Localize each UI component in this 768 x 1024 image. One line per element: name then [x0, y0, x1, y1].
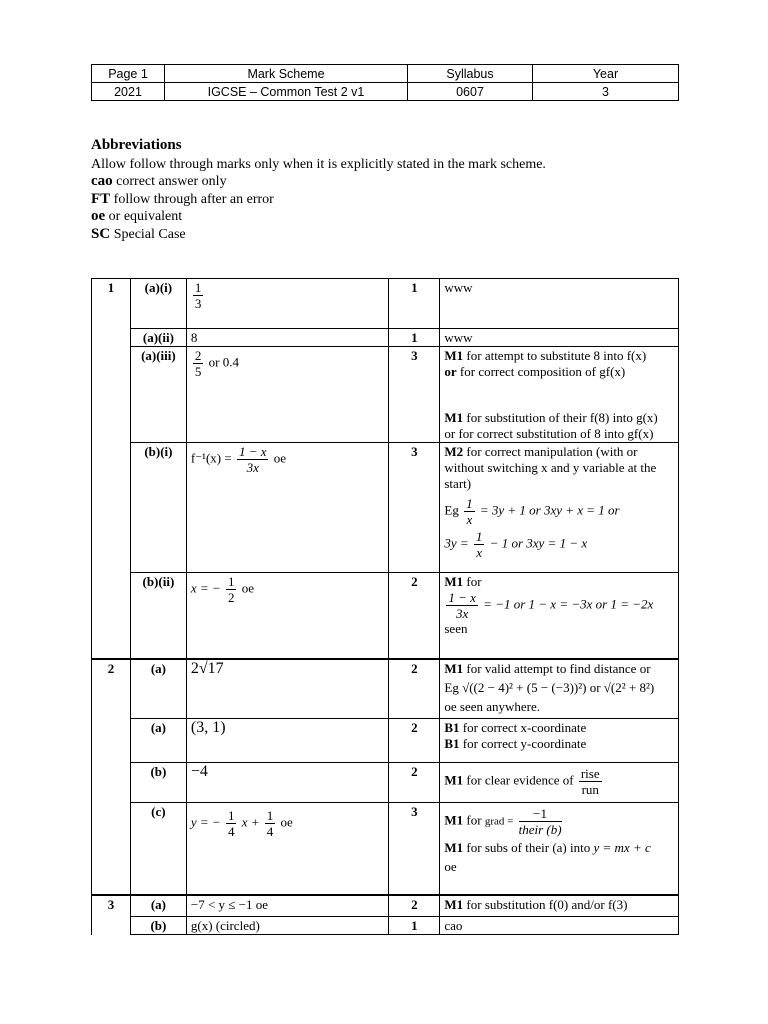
mark-code: M1 — [444, 348, 464, 363]
header-level: 3 — [533, 83, 679, 101]
marks-cell: 3 — [389, 443, 440, 573]
question-number: 2 — [92, 659, 131, 719]
answer-cell: g(x) (circled) — [186, 917, 389, 935]
part-label: (a)(ii) — [130, 329, 186, 347]
abbreviation-item — [91, 191, 691, 209]
marks-cell: 1 — [389, 279, 440, 329]
answer-cell — [186, 443, 389, 573]
guidance-text: for correct composition of gf(x) — [459, 364, 626, 379]
guidance-cell — [440, 803, 679, 895]
answer-cell — [186, 573, 389, 659]
example-line — [444, 590, 674, 621]
guidance-line — [444, 410, 674, 426]
equation-middle: x + — [241, 814, 260, 830]
answer-tail: or 0.4 — [208, 354, 239, 370]
abbreviation-item — [91, 173, 691, 191]
fraction-denominator: 3 — [194, 296, 202, 311]
guidance-cell: cao — [440, 917, 679, 935]
fraction-numerator: rise — [580, 766, 600, 781]
fraction-denominator: x — [476, 545, 483, 560]
guidance-text: for — [466, 812, 482, 828]
part-label: (b)(i) — [130, 443, 186, 573]
fraction-numerator: −1 — [519, 806, 562, 822]
marks-cell: 2 — [389, 719, 440, 763]
mark-code: M1 — [444, 410, 464, 425]
header-year-value: 2021 — [92, 83, 165, 101]
fraction-numerator: 1 — [466, 496, 473, 511]
header-syllabus-code: 0607 — [408, 83, 533, 101]
answer-cell — [186, 803, 389, 895]
guidance-text: for — [466, 574, 482, 589]
fraction-denominator: 3x — [246, 460, 259, 475]
fraction-denominator: 3x — [456, 606, 469, 621]
abbreviations-section — [91, 137, 691, 243]
fraction-numerator: 1 − x — [238, 444, 267, 459]
guidance-line — [444, 661, 674, 677]
header-title-label: Mark Scheme — [165, 65, 408, 83]
header-page-label: Page 1 — [92, 65, 165, 83]
marks-cell: 3 — [389, 347, 440, 443]
part-label: (b) — [130, 917, 186, 935]
mark-code: M1 — [444, 574, 464, 589]
table-row — [92, 803, 679, 895]
mark-code: M2 — [444, 444, 464, 459]
part-label: (a)(i) — [130, 279, 186, 329]
table-row — [92, 719, 679, 763]
answer-lhs: f⁻¹(x) = — [190, 450, 232, 466]
abbreviation-item — [91, 226, 691, 244]
table-row — [92, 279, 679, 329]
guidance-cell — [440, 895, 679, 917]
guidance-text: for substitution of their f(8) into g(x) — [466, 410, 658, 425]
answer-fraction — [265, 808, 276, 839]
abbreviation-meaning: correct answer only — [116, 174, 227, 189]
example-equation: = 3y + 1 or 3xy + x = 1 or — [479, 502, 620, 518]
example-fraction — [464, 496, 475, 527]
fraction-numerator: 2 — [194, 348, 202, 363]
guidance-cell: www — [440, 279, 679, 329]
example-equation: − 1 or 3xy = 1 − x — [489, 535, 588, 551]
guidance-text: for correct manipulation (with or without switching x and y variable at the start) — [444, 444, 657, 491]
guidance-line — [444, 364, 674, 380]
marks-cell: 1 — [389, 329, 440, 347]
answer-fraction — [237, 444, 269, 475]
guidance-line: or for correct substitution of 8 into gf(x) — [444, 426, 654, 441]
header-test-name: IGCSE – Common Test 2 v1 — [165, 83, 408, 101]
abbreviation-meaning: or equivalent — [108, 209, 183, 224]
guidance-text: for clear evidence of — [466, 772, 574, 788]
abbreviation-meaning: follow through after an error — [113, 191, 274, 207]
part-label: (b) — [130, 763, 186, 803]
mark-code: M1 — [444, 660, 464, 676]
header-row-labels — [92, 65, 679, 83]
guidance-text: for substitution f(0) and/or f(3) — [466, 896, 628, 912]
part-label: (a) — [130, 659, 186, 719]
guidance-equation: y = mx + c — [593, 840, 651, 855]
guidance-line — [444, 840, 674, 856]
guidance-cell — [440, 763, 679, 803]
abbreviations-title: Abbreviations — [91, 137, 182, 153]
guidance-text: for subs of their (a) into — [466, 840, 591, 855]
answer-cell — [186, 279, 389, 329]
abbreviation-meaning: Special Case — [113, 226, 186, 242]
abbreviation-item — [91, 208, 691, 226]
rise-over-run-fraction — [579, 766, 602, 797]
guidance-line — [444, 766, 674, 797]
fraction-denominator: 2 — [227, 590, 235, 605]
fraction-numerator: 1 — [475, 529, 483, 544]
fraction-denominator: 4 — [227, 824, 235, 839]
answer-lhs: x = − — [190, 580, 221, 596]
marks-cell: 1 — [389, 917, 440, 935]
mark-code: M1 — [444, 812, 464, 828]
guidance-line — [444, 444, 674, 492]
part-label: (a) — [130, 719, 186, 763]
part-label: (c) — [130, 803, 186, 895]
guidance-line: oe — [444, 859, 457, 874]
abbreviations-intro: Allow follow through marks only when it is explicitly stated in the mark scheme. — [91, 156, 546, 172]
fraction-numerator: 1 — [266, 808, 274, 823]
fraction-denominator: their (b) — [518, 822, 562, 837]
guidance-cell: www — [440, 329, 679, 347]
answer-cell: 8 — [186, 329, 389, 347]
guidance-text: for correct y-coordinate — [462, 736, 587, 751]
example-fraction — [446, 590, 478, 621]
table-row — [92, 573, 679, 659]
abbreviation-code: SC — [91, 225, 111, 242]
mark-scheme-table — [91, 278, 679, 935]
guidance-line — [444, 736, 674, 752]
grad-label: grad = — [484, 815, 514, 828]
fraction-numerator: 1 — [194, 280, 202, 295]
answer-cell: −7 < y ≤ −1 oe — [186, 895, 389, 917]
answer-fraction — [193, 280, 204, 311]
example-label: Eg — [444, 502, 459, 518]
example-line — [444, 529, 674, 560]
fraction-denominator: 5 — [194, 364, 202, 379]
mark-code: B1 — [444, 736, 460, 751]
guidance-line — [444, 348, 674, 364]
table-row — [92, 329, 679, 347]
mark-code: M1 — [444, 840, 464, 855]
example-fraction — [474, 529, 485, 560]
fraction-numerator: 1 — [227, 574, 235, 589]
part-label: (b)(ii) — [130, 573, 186, 659]
mark-code: M1 — [444, 896, 464, 912]
fraction-denominator: 4 — [266, 824, 274, 839]
answer-cell: (3, 1) — [186, 719, 389, 763]
guidance-line — [444, 806, 674, 837]
fraction-numerator: 1 − x — [448, 590, 476, 605]
fraction-numerator: 1 — [227, 808, 235, 823]
fraction-denominator: run — [581, 782, 599, 797]
equation-head: y = − — [190, 814, 221, 830]
answer-tail: oe — [273, 450, 287, 466]
guidance-cell — [440, 719, 679, 763]
grad-fraction — [519, 806, 562, 837]
table-row — [92, 763, 679, 803]
guidance-cell — [440, 659, 679, 719]
guidance-text: for valid attempt to find distance or — [466, 660, 651, 676]
fraction-denominator: x — [466, 512, 473, 527]
example-line — [444, 496, 674, 527]
table-row — [92, 347, 679, 443]
part-label: (a) — [130, 895, 186, 917]
abbreviation-code: FT — [91, 190, 111, 207]
guidance-line — [444, 574, 674, 590]
abbreviation-code: oe — [91, 208, 106, 224]
guidance-cell — [440, 443, 679, 573]
header-row-values — [92, 83, 679, 101]
guidance-cell — [440, 573, 679, 659]
guidance-line: seen — [444, 621, 468, 636]
question-number: 1 — [92, 279, 131, 329]
guidance-line — [444, 720, 674, 736]
example-line: Eg √((2 − 4)² + (5 − (−3))²) or √(2² + 8²) — [444, 679, 655, 695]
example-equation: = −1 or 1 − x = −3x or 1 = −2x — [483, 596, 654, 612]
table-row — [92, 443, 679, 573]
table-row — [92, 895, 679, 917]
example-equation-head: 3y = — [444, 535, 469, 551]
question-number: 3 — [92, 895, 131, 917]
header-table — [91, 64, 679, 101]
table-row — [92, 917, 679, 935]
answer-equation — [191, 808, 385, 839]
answer-tail: oe — [241, 580, 254, 596]
guidance-text: for correct x-coordinate — [462, 720, 587, 735]
header-year-label: Year — [533, 65, 679, 83]
answer-cell: −4 — [186, 763, 389, 803]
table-row — [92, 659, 679, 719]
marks-cell: 2 — [389, 659, 440, 719]
mark-code: or — [444, 364, 457, 379]
answer-fraction — [226, 574, 237, 605]
mark-code: M1 — [444, 772, 464, 788]
abbreviation-code: cao — [91, 173, 113, 189]
answer-fraction — [193, 348, 204, 379]
guidance-line: oe seen anywhere. — [444, 698, 541, 714]
marks-cell: 2 — [389, 763, 440, 803]
guidance-cell — [440, 347, 679, 443]
answer-fraction — [226, 808, 237, 839]
marks-cell: 3 — [389, 803, 440, 895]
answer-cell — [186, 347, 389, 443]
answer-cell: 2√17 — [186, 659, 389, 719]
guidance-text: for attempt to substitute 8 into f(x) — [466, 348, 647, 363]
marks-cell: 2 — [389, 573, 440, 659]
part-label: (a)(iii) — [130, 347, 186, 443]
answer-tail: oe — [280, 814, 293, 830]
header-syllabus-label: Syllabus — [408, 65, 533, 83]
marks-cell: 2 — [389, 895, 440, 917]
mark-code: B1 — [444, 720, 460, 735]
